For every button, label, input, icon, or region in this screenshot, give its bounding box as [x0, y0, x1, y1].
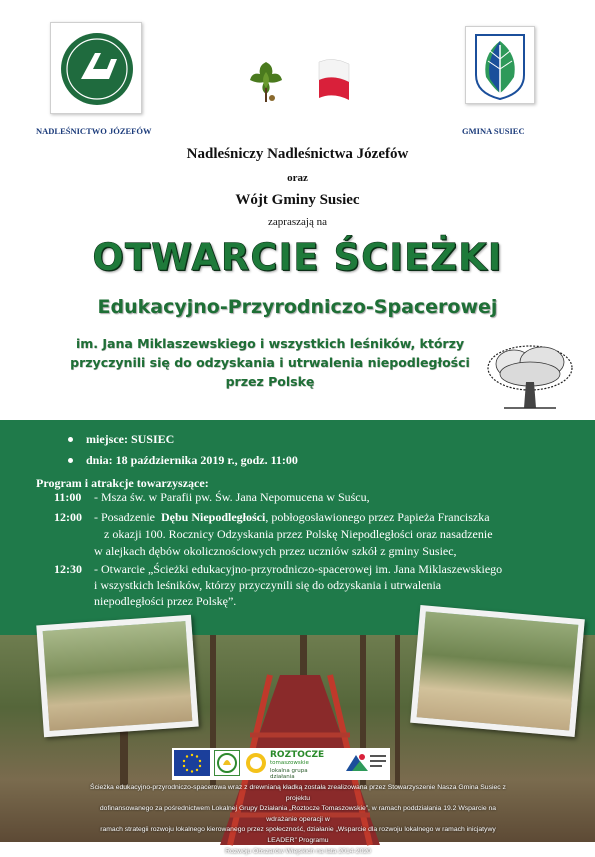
program-time: 12:30 [54, 562, 82, 576]
program-desc-cont: niepodległości przez Polskę”. [94, 594, 237, 608]
program-desc-part: - Posadzenie [94, 510, 155, 524]
prow-logo [342, 749, 388, 778]
program-desc-cont: i wszystkich leśników, którzy przyczynili się do odzyskania i utrwalenia [94, 578, 442, 592]
footnote-line: Ścieżka edukacyjno-przyrodniczo-spacerowa wraz z drewnianą kładką została zrealizowana przez Stowarzyszenie Nasza Gmina Susiec z projektu [90, 784, 506, 802]
program-time: 11:00 [54, 490, 82, 504]
prow-emblem-icon [342, 749, 388, 778]
sun-icon [244, 749, 268, 777]
program-desc-part: , pobłogosławionego przez Papieża Franciszka [265, 510, 490, 524]
program-desc-bold: Dębu Niepodległości [160, 510, 266, 524]
dedication-text: im. Jana Miklaszewskiego i wszystkich leśników, którzy przyczynili się do odzyskania i utrwalenia niepodległości przez Polskę [70, 336, 470, 389]
host-municipality: Wójt Gminy Susiec [235, 192, 360, 208]
roztocze-lgd-logo [244, 749, 326, 778]
program-desc [94, 510, 534, 526]
roztocze-tag: lokalna grupa działania [270, 768, 308, 780]
event-subtitle: Edukacyjno-Przyrodniczo-Spacerowej [97, 296, 498, 318]
footnote-line: dofinansowanego za pośrednictwem Lokalnej Grupy Działania „Roztocze Tomaszowskie”, w ramach poddziałania 19.2 Wsparcie na wdrażanie operacji w [99, 805, 497, 823]
and-label: oraz [287, 172, 308, 184]
footnote-line: Rozwoju Obszarów Wiejskich na lata 2014-2020 [225, 847, 371, 855]
tree-trunk [395, 635, 400, 785]
eu-flag-icon [174, 750, 210, 776]
program-time: 12:00 [54, 510, 82, 524]
photo-left [36, 615, 198, 738]
footnote-line: ramach strategii rozwoju lokalnego kierowanego przez społeczność, działanie „Wsparcie dla rozwoju lokalnego w ramach inicjatywy LEADER” Programu [100, 826, 496, 844]
funding-footnote [86, 783, 510, 857]
oak-tree-icon [484, 342, 576, 416]
place-item: miejsce: SUSIEC [64, 432, 298, 447]
program-desc-cont: z okazji 100. Rocznicy Odzyskania przez Polskę Niepodległości oraz nasadzenie [104, 527, 493, 541]
lasy-panstwowe-logo [50, 22, 142, 114]
host-forestry: Nadleśniczy Nadleśnictwa Józefów [186, 146, 409, 162]
event-details [64, 432, 298, 474]
sponsor-logos [172, 748, 390, 780]
program-desc: - Otwarcie „Ścieżki edukacyjno-przyrodniczo-spacerowej im. Jana Miklaszewskiego [94, 562, 503, 576]
nadlesnictwo-label: NADLEŚNICTWO JÓZEFÓW [36, 126, 152, 136]
polish-flag-icon [317, 56, 351, 106]
photo-right [410, 605, 585, 737]
lasy-panstwowe-emblem-icon [51, 23, 143, 115]
gmina-susiec-logo [465, 26, 535, 104]
date-item: dnia: 18 października 2019 r., godz. 11:00 [64, 453, 298, 468]
roztocze-name: ROZTOCZE [270, 750, 325, 760]
leaf-shield-icon [466, 27, 534, 103]
leader-logo-icon [214, 750, 240, 776]
gmina-label: GMINA SUSIEC [462, 126, 525, 136]
program-heading: Program i atrakcje towarzyszące: [36, 476, 209, 490]
invite-label: zapraszają na [268, 216, 327, 228]
oak-leaves-icon [244, 58, 288, 106]
roztocze-sub: tomaszowskie [270, 760, 309, 766]
program-desc: - Msza św. w Parafii pw. Św. Jana Nepomucena w Suścu, [94, 490, 370, 504]
program-desc-cont: w alejkach dębów okolicznościowych przez uczniów szkół z gminy Susiec, [94, 544, 457, 558]
event-title: OTWARCIE ŚCIEŻKI [92, 236, 503, 279]
